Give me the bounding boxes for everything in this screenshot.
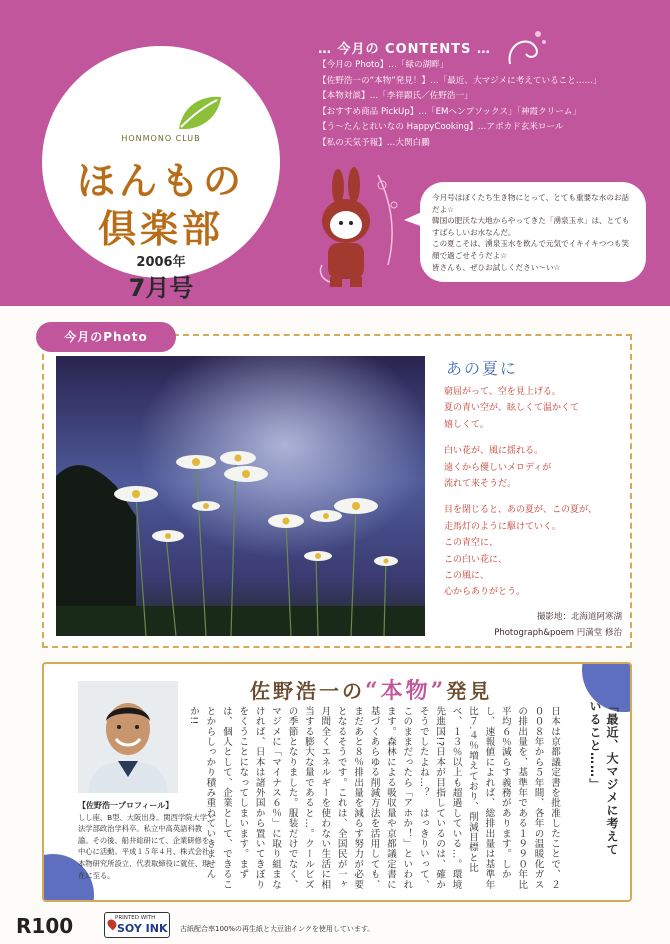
magazine-title-line1: ほんもの	[76, 158, 245, 203]
photo-location-credit: 撮影地：北海道阿寒湖	[536, 612, 622, 622]
bubble-line: 今月号はぼくたち生き物にとって、とても重要な水のお話だよ☆	[432, 193, 630, 214]
contents-item: 【今月の Photo】…「緑の湖畔」	[318, 60, 449, 70]
poem-line: この青空に、	[444, 538, 499, 549]
author-portrait	[78, 681, 178, 793]
r100-mark: R100	[16, 914, 74, 938]
poem-line: 走馬灯のように駆けていく。	[444, 521, 561, 532]
magazine-title-line2: 倶楽部	[97, 206, 224, 251]
soy-badge-main: SOY INK	[117, 922, 168, 935]
profile-body: しし座、B型、大阪出身。関西学院大学・法学部政治学科卒。私立中高英語科教諭。その後、船井総研にて、企業研修を中心に活動。平成１５年４月、株式会社本物研究所設立、代表取締役に就任、現在に至る。	[78, 812, 215, 880]
article-headline	[250, 674, 492, 705]
bubble-line: 皆さんも、ぜひお試しください～い☆	[432, 262, 561, 272]
daisy-field-photo	[56, 356, 425, 636]
contents-item: 【おすすめ商品 PickUp】…「EMヘンプソックス」「神霞クリーム」	[318, 106, 582, 117]
issue-month: 7月号	[128, 274, 194, 302]
article-body: 日本は京都議定書を批准したことで、２００８年から５年間、各年の温暖化ガスの排出量を、基準年である１９９０年比平均６％減らす義務があります。しかし、速報値によれば、総排出量は基準年比７.４％増えており、削減目標と比べ、１３％以上も超過している…。環境先進国!?日本が目指しているのは、確かそうでしたよね…？ はっきりいって、このままだったら「アホか！」といわれます。森林による吸収量や京都議定書に基づくあらゆる削減方法を活用しても、まだあと８％排出量を減らす努力が必要となるそうです。これは、全国民が一ヶ月間全くエネルギーを使わない生活に相当する膨大な量であると…。クールビズの季節となりました。服装だけでなく、マジメに「マイナス６％」に取り組まなければ、日本は諸外国から置いてきぼりをくうことになってしまいます。まずは、個人として、企業として、できることからしっかり積み重ねていきませんか!!	[188, 706, 560, 890]
footer	[0, 908, 670, 944]
contents-item: 【私の天気予報】…大関白鵬	[318, 137, 430, 148]
soy-badge-top: PRINTED WITH	[115, 915, 156, 921]
poem-line: 遠くから優しいメロディが	[444, 462, 552, 473]
headline-suffix: 発見	[446, 679, 493, 703]
contents-heading: … 今月の CONTENTS …	[318, 42, 491, 57]
rabbit-mascot-icon	[308, 165, 418, 295]
issue-year: 2006年	[136, 255, 186, 270]
photographer-credit: Photograph&poem 円満堂 修治	[494, 628, 622, 638]
poem-line: 窮屈がって、空を見上げる。	[444, 387, 561, 397]
contents-item: 【佐野浩一の“本物”発見！】…「最近、大マジメに考えていること……」	[318, 75, 602, 86]
recycled-paper-note: 古紙配合率100%の再生紙と大豆油インクを使用しています。	[180, 925, 375, 933]
speech-bubble	[420, 182, 646, 282]
contents-list	[318, 58, 648, 152]
poem-body	[444, 384, 628, 601]
soy-ink-badge	[104, 912, 170, 938]
headline-prefix: 佐野浩一の	[250, 679, 365, 703]
poem-line: 目を閉じると、あの夏が、この夏が、	[444, 505, 598, 516]
profile-heading: 【佐野浩一プロフィール】	[78, 801, 174, 810]
poem-title: あの夏に	[446, 359, 519, 378]
header-band	[0, 0, 670, 306]
poem-line: 流れて来そうだ。	[444, 479, 517, 490]
photo-section-tab: 今月のPhoto	[36, 322, 176, 352]
logo-badge	[42, 46, 280, 302]
headline-emphasis: “本物”	[365, 678, 447, 704]
club-label: HONMONO CLUB	[121, 134, 201, 143]
author-profile	[78, 800, 216, 881]
poem-line: この白い花に、	[444, 554, 508, 565]
article-vertical-headline: 「最近、大マジメに考えていること……」	[588, 700, 619, 856]
poem-line: 夏の青い空が、眩しくて温かくて	[444, 403, 580, 414]
poem-line: 白い花が、風に揺れる。	[444, 446, 544, 457]
leaf-icon	[175, 93, 223, 133]
poem-line: 心からありがとう。	[444, 587, 526, 598]
contents-item: 【う～たんとれいなの HappyCooking】…アボカド玄米ロール	[318, 122, 564, 133]
bubble-line: 韓国の肥沃な大地からやってきた「湧泉玉水」は、とてもすばらしいお水なんだ。	[432, 216, 630, 237]
poem-line: 嬉しくて。	[444, 419, 489, 430]
contents-item: 【本物対談】…「李祥顕氏／佐野浩一」	[318, 91, 473, 102]
bubble-line: この夏こそは、湧泉玉水を飲んで元気でイキイキつつも笑顔で過ごせそうだよ☆	[432, 239, 630, 260]
poem-line: この風に、	[444, 571, 490, 582]
